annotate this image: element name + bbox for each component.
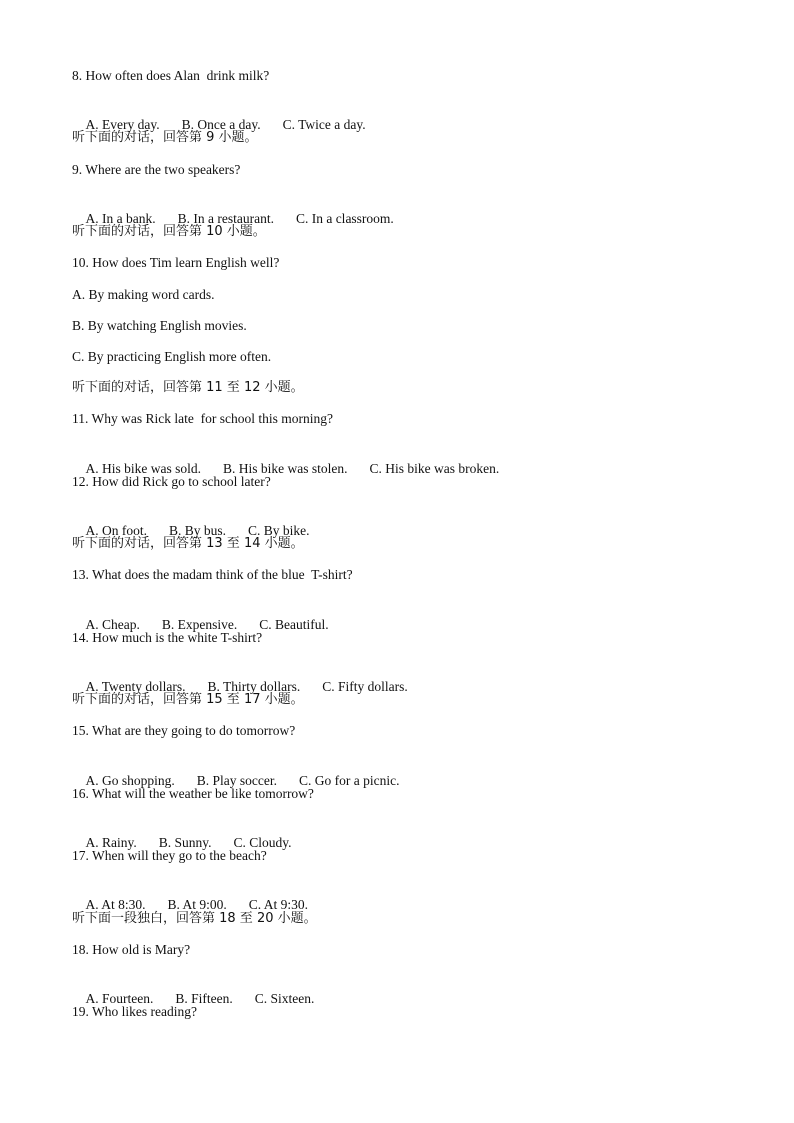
question-17: 17. When will they go to the beach?	[72, 848, 267, 863]
option-9-b: B. In a restaurant.	[177, 211, 274, 226]
option-12-a: A. On foot.	[85, 523, 147, 538]
option-15-b: B. Play soccer.	[196, 773, 278, 788]
section-heading-15-17: 听下面的对话，回答第 15 至 17 小题。	[72, 692, 304, 707]
option-10-a: A. By making word cards.	[72, 287, 215, 302]
option-17-b: B. At 9:00.	[167, 897, 227, 912]
option-9-c: C. In a classroom.	[295, 211, 394, 226]
question-9: 9. Where are the two speakers?	[72, 162, 241, 177]
section-heading-18-20: 听下面一段独白，回答第 18 至 20 小题。	[72, 911, 317, 926]
option-8-a: A. Every day.	[85, 117, 160, 132]
option-17-a: A. At 8:30.	[85, 897, 146, 912]
option-13-a: A. Cheap.	[85, 617, 140, 632]
option-14-a: A. Twenty dollars.	[85, 679, 186, 694]
section-heading-10: 听下面的对话，回答第 10 小题。	[72, 224, 266, 239]
option-18-c: C. Sixteen.	[254, 991, 315, 1006]
option-16-c: C. Cloudy.	[233, 835, 292, 850]
option-11-c: C. His bike was broken.	[369, 461, 500, 476]
option-11-b: B. His bike was stolen.	[223, 461, 348, 476]
option-8-c: C. Twice a day.	[282, 117, 366, 132]
option-12-b: B. By bus.	[169, 523, 227, 538]
section-heading-9: 听下面的对话，回答第 9 小题。	[72, 130, 258, 145]
option-18-b: B. Fifteen.	[175, 991, 233, 1006]
section-heading-11-12: 听下面的对话，回答第 11 至 12 小题。	[72, 380, 304, 395]
option-16-a: A. Rainy.	[85, 835, 137, 850]
option-11-a: A. His bike was sold.	[85, 461, 201, 476]
option-15-c: C. Go for a picnic.	[299, 773, 400, 788]
question-8: 8. How often does Alan drink milk?	[72, 68, 270, 83]
question-19: 19. Who likes reading?	[72, 1004, 197, 1019]
section-heading-13-14: 听下面的对话，回答第 13 至 14 小题。	[72, 536, 304, 551]
question-16: 16. What will the weather be like tomorrow?	[72, 786, 314, 801]
option-9-a: A. In a bank.	[85, 211, 156, 226]
question-12: 12. How did Rick go to school later?	[72, 474, 271, 489]
option-8-b: B. Once a day.	[181, 117, 261, 132]
option-16-b: B. Sunny.	[158, 835, 212, 850]
question-15: 15. What are they going to do tomorrow?	[72, 723, 296, 738]
question-11: 11. Why was Rick late for school this morning?	[72, 411, 333, 426]
option-12-c: C. By bike.	[248, 523, 310, 538]
option-13-b: B. Expensive.	[161, 617, 238, 632]
option-14-c: C. Fifty dollars.	[322, 679, 408, 694]
option-13-c: C. Beautiful.	[259, 617, 329, 632]
option-18-a: A. Fourteen.	[85, 991, 154, 1006]
question-14: 14. How much is the white T-shirt?	[72, 630, 263, 645]
question-13: 13. What does the madam think of the blue T-shirt?	[72, 567, 353, 582]
option-10-b: B. By watching English movies.	[72, 318, 247, 333]
option-10-c: C. By practicing English more often.	[72, 349, 272, 364]
question-18: 18. How old is Mary?	[72, 942, 191, 957]
option-17-c: C. At 9:30.	[248, 897, 309, 912]
option-14-b: B. Thirty dollars.	[207, 679, 301, 694]
question-10: 10. How does Tim learn English well?	[72, 255, 280, 270]
option-15-a: A. Go shopping.	[85, 773, 175, 788]
